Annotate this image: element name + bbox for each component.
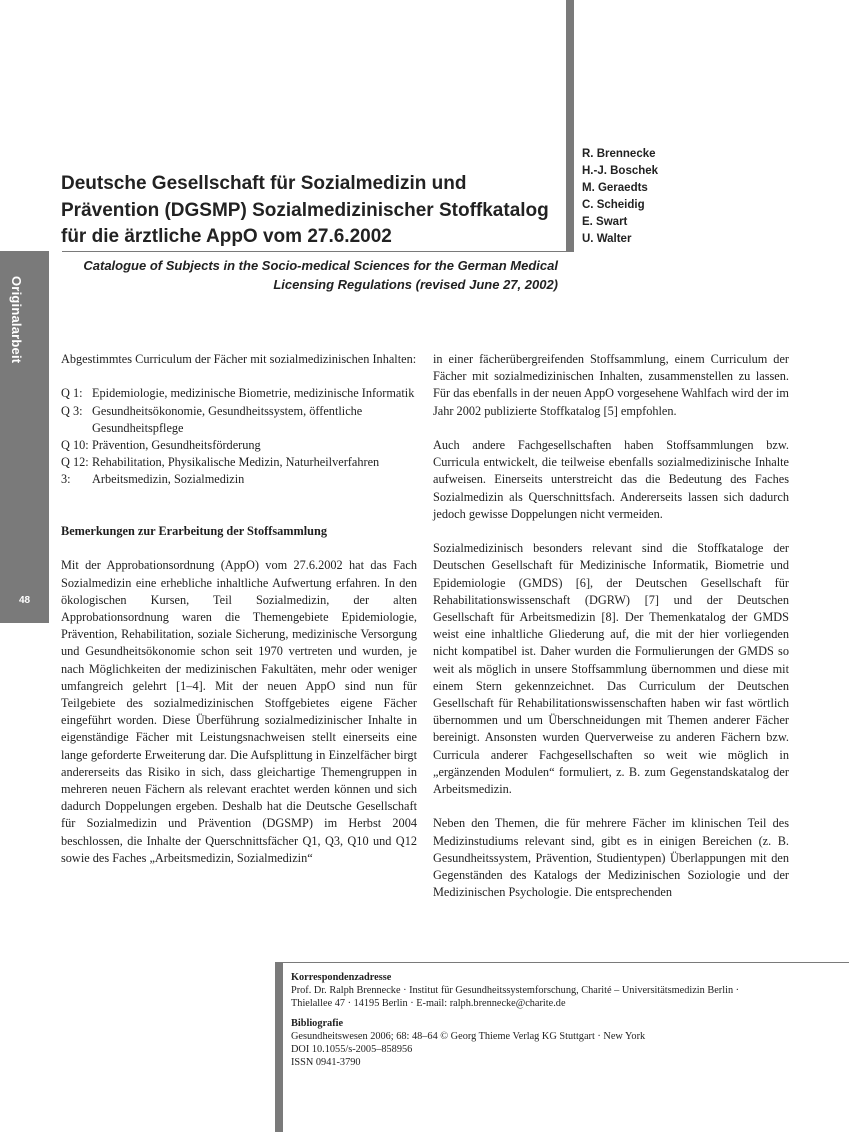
body-paragraph: Auch andere Fachgesellschaften haben Stoffsammlungen bzw. Curricula entwickelt, die teilweise ebenfalls sozialmedizinische Inhalte aufweisen. Einerseits unterstreicht das die Bedeutung des Faches Sozialmedizin als Querschnittsfach. Andererseits lassen sich dadurch jedoch gewisse Doppelungen nicht vermeiden. — [433, 438, 789, 521]
sidebar-band — [0, 251, 49, 623]
subject-number: Q 10: — [61, 438, 89, 452]
subject-text: Rehabilitation, Physikalische Medizin, Naturheilverfahren — [92, 455, 380, 470]
footer-rule — [275, 962, 849, 963]
section-heading: Bemerkungen zur Erarbeitung der Stoffsammlung — [61, 524, 327, 538]
subject-item — [61, 385, 417, 402]
correspondence-line: Thielallee 47 · 14195 Berlin · E-mail: ralph.brennecke@charite.de — [291, 997, 566, 1009]
body-paragraph: Mit der Approbationsordnung (AppO) vom 27.6.2002 hat das Fach Sozialmedizin eine erhebliche inhaltliche Aufwertung erfahren. In den ökologischen Kursen, Teil Sozialmedizin, der alten Approbationsordnung waren die Themengebiete Epidemiologie, Prävention, Rehabilitation, soziale Sicherung, medizinische Versorgung und Gesundheitsökonomie schon seit 1970 vertreten und wurden, je nach Möglichkeiten der medizinischen Fakultäten, mehr oder weniger umfangreich gelehrt [1–4]. Mit der neuen AppO sind nun für Teilgebiete des sozialmedizinischen Stoffgebietes eigene Fächer eingeführt worden. Diese Überführung sozialmedizinischer Inhalte in eigenständige Fächer mit Leistungsnachweisen stellt einerseits eine lange geforderte Erweiterung dar. Die Aufsplittung in Einzelfächer birgt andererseits das Risiko in sich, dass gleichartige Themengruppen in mehreren neuen Fächern als relevant erachtet werden können und sich dadurch Doppelungen ergeben. Deshalb hat die Deutsche Gesellschaft für Sozialmedizin und Prävention (DGSMP) im Herbst 2004 beschlossen, die Inhalte der Querschnittsfächer Q1, Q3, Q10 und Q12 sowie des Faches „Arbeitsmedizin, Sozialmedizin“ — [61, 558, 417, 865]
author: R. Brennecke — [582, 148, 656, 160]
title-line: für die ärztliche AppO vom 27.6.2002 — [61, 226, 392, 247]
bibliography-block — [291, 1018, 831, 1069]
footer-box — [291, 972, 831, 1078]
subject-number: Q 3: — [61, 403, 83, 418]
title-line: Prävention (DGSMP) Sozialmedizinischer Stoffkatalog — [61, 199, 549, 221]
correspondence-block — [291, 972, 831, 1010]
subject-item — [61, 403, 417, 437]
title-line: Deutsche Gesellschaft für Sozialmedizin und — [61, 173, 467, 194]
bibliography-heading: Bibliografie — [291, 1018, 344, 1030]
body-paragraph: Neben den Themen, die für mehrere Fächer im klinischen Teil des Medizinstudiums relevant sind, gibt es in einigen Bereichen (z. B. Gesundheitssystem, Prävention, Studientypen) Überlappungen mit den Gegenständen des Katalogs der Medizinischen Soziologie und der Medizinischen Psychologie. Die entsprechenden — [433, 816, 789, 900]
subtitle-line: Catalogue of Subjects in the Socio-medical Sciences for the German Medical — [83, 258, 558, 273]
right-column — [433, 351, 789, 919]
bibliography-line: DOI 10.1055/s-2005–858956 — [291, 1043, 413, 1055]
author: E. Swart — [582, 216, 628, 228]
correspondence-heading: Korrespondenzadresse — [291, 972, 392, 983]
author: M. Geraedts — [582, 182, 648, 194]
bibliography-line: ISSN 0941-3790 — [291, 1056, 361, 1068]
body-paragraph: Sozialmedizinisch besonders relevant sind die Stoffkataloge der Deutschen Gesellschaft für Medizinische Informatik, Biometrie und Epidemiologie (GMDS) [6], der Deutschen Gesellschaft für Rehabilitationswissenschaft (DGRW) [7] und der Deutschen Gesellschaft für Arbeitsmedizin [8]. Der Themenkatalog der GMDS weist eine inhaltliche Gliederung auf, die mit der hier vorliegenden nicht kompatibel ist. Daher wurden die Formulierungen der GMDS so weit als möglich in unsere Stoffsammlung übernommen und diese mit einem Stern gekennzeichnet. Das Curriculum der Deutschen Gesellschaft für Rehabilitationswissenschaften haben wir fast wörtlich übernommen und um Überschneidungen mit Themen anderer Fächer bereinigt. Ansonsten wurden Querverweise zu anderen Fächern bzw. Curricula anderer Fachgesellschaften so weit wie möglich in „ergänzenden Modulen“ formuliert, z. B. zum Gegenstandskatalog der Arbeitsmedizin. — [433, 541, 789, 797]
bibliography-line: Gesundheitswesen 2006; 68: 48–64 © Georg Thieme Verlag KG Stuttgart · New York — [291, 1031, 646, 1043]
page-number: 48 — [18, 595, 31, 606]
subject-text: Arbeitsmedizin, Sozialmedizin — [92, 472, 245, 487]
top-vertical-bar — [566, 0, 574, 252]
author: U. Walter — [582, 233, 632, 245]
intro-text: Abgestimmtes Curriculum der Fächer mit sozialmedizinischen Inhalten: — [61, 352, 417, 366]
subtitle-line: Licensing Regulations (revised June 27, 2002) — [273, 277, 558, 292]
author-list — [582, 146, 658, 248]
correspondence-line: Prof. Dr. Ralph Brennecke · Institut für Gesundheitssystemforschung, Charité – Universitätsmedizin Berlin · — [291, 984, 740, 996]
subject-text: Prävention, Gesundheitsförderung — [92, 438, 261, 452]
english-subtitle — [62, 256, 558, 294]
author: H.-J. Boschek — [582, 165, 659, 177]
subject-item — [61, 471, 417, 488]
body-paragraph: in einer fächerübergreifenden Stoffsammlung, einem Curriculum der Fächer mit sozialmedizinischen Inhalten, zusammenstellen zu lassen. Für das ebenfalls in der neuen AppO vorgesehene Wahlfach wird der im Jahr 2002 publizierte Stoffkatalog [5] empfohlen. — [433, 352, 789, 418]
subject-item — [61, 454, 417, 471]
section-label: Originalarbeit — [9, 276, 24, 364]
subject-text: Gesundheitsökonomie, Gesundheitssystem, öffentliche Gesundheitspflege — [92, 403, 363, 435]
author: C. Scheidig — [582, 199, 645, 211]
subject-number: 3: — [61, 472, 71, 487]
subject-text: Epidemiologie, medizinische Biometrie, medizinische Informatik — [92, 386, 415, 401]
left-column — [61, 351, 417, 884]
title-rule — [62, 251, 574, 252]
subject-number: Q 1: — [61, 386, 83, 401]
subject-item — [61, 437, 417, 454]
subject-list — [61, 385, 417, 488]
article-title — [61, 171, 561, 251]
subject-number: Q 12: — [61, 455, 89, 470]
footer-vertical-bar — [275, 962, 283, 1132]
